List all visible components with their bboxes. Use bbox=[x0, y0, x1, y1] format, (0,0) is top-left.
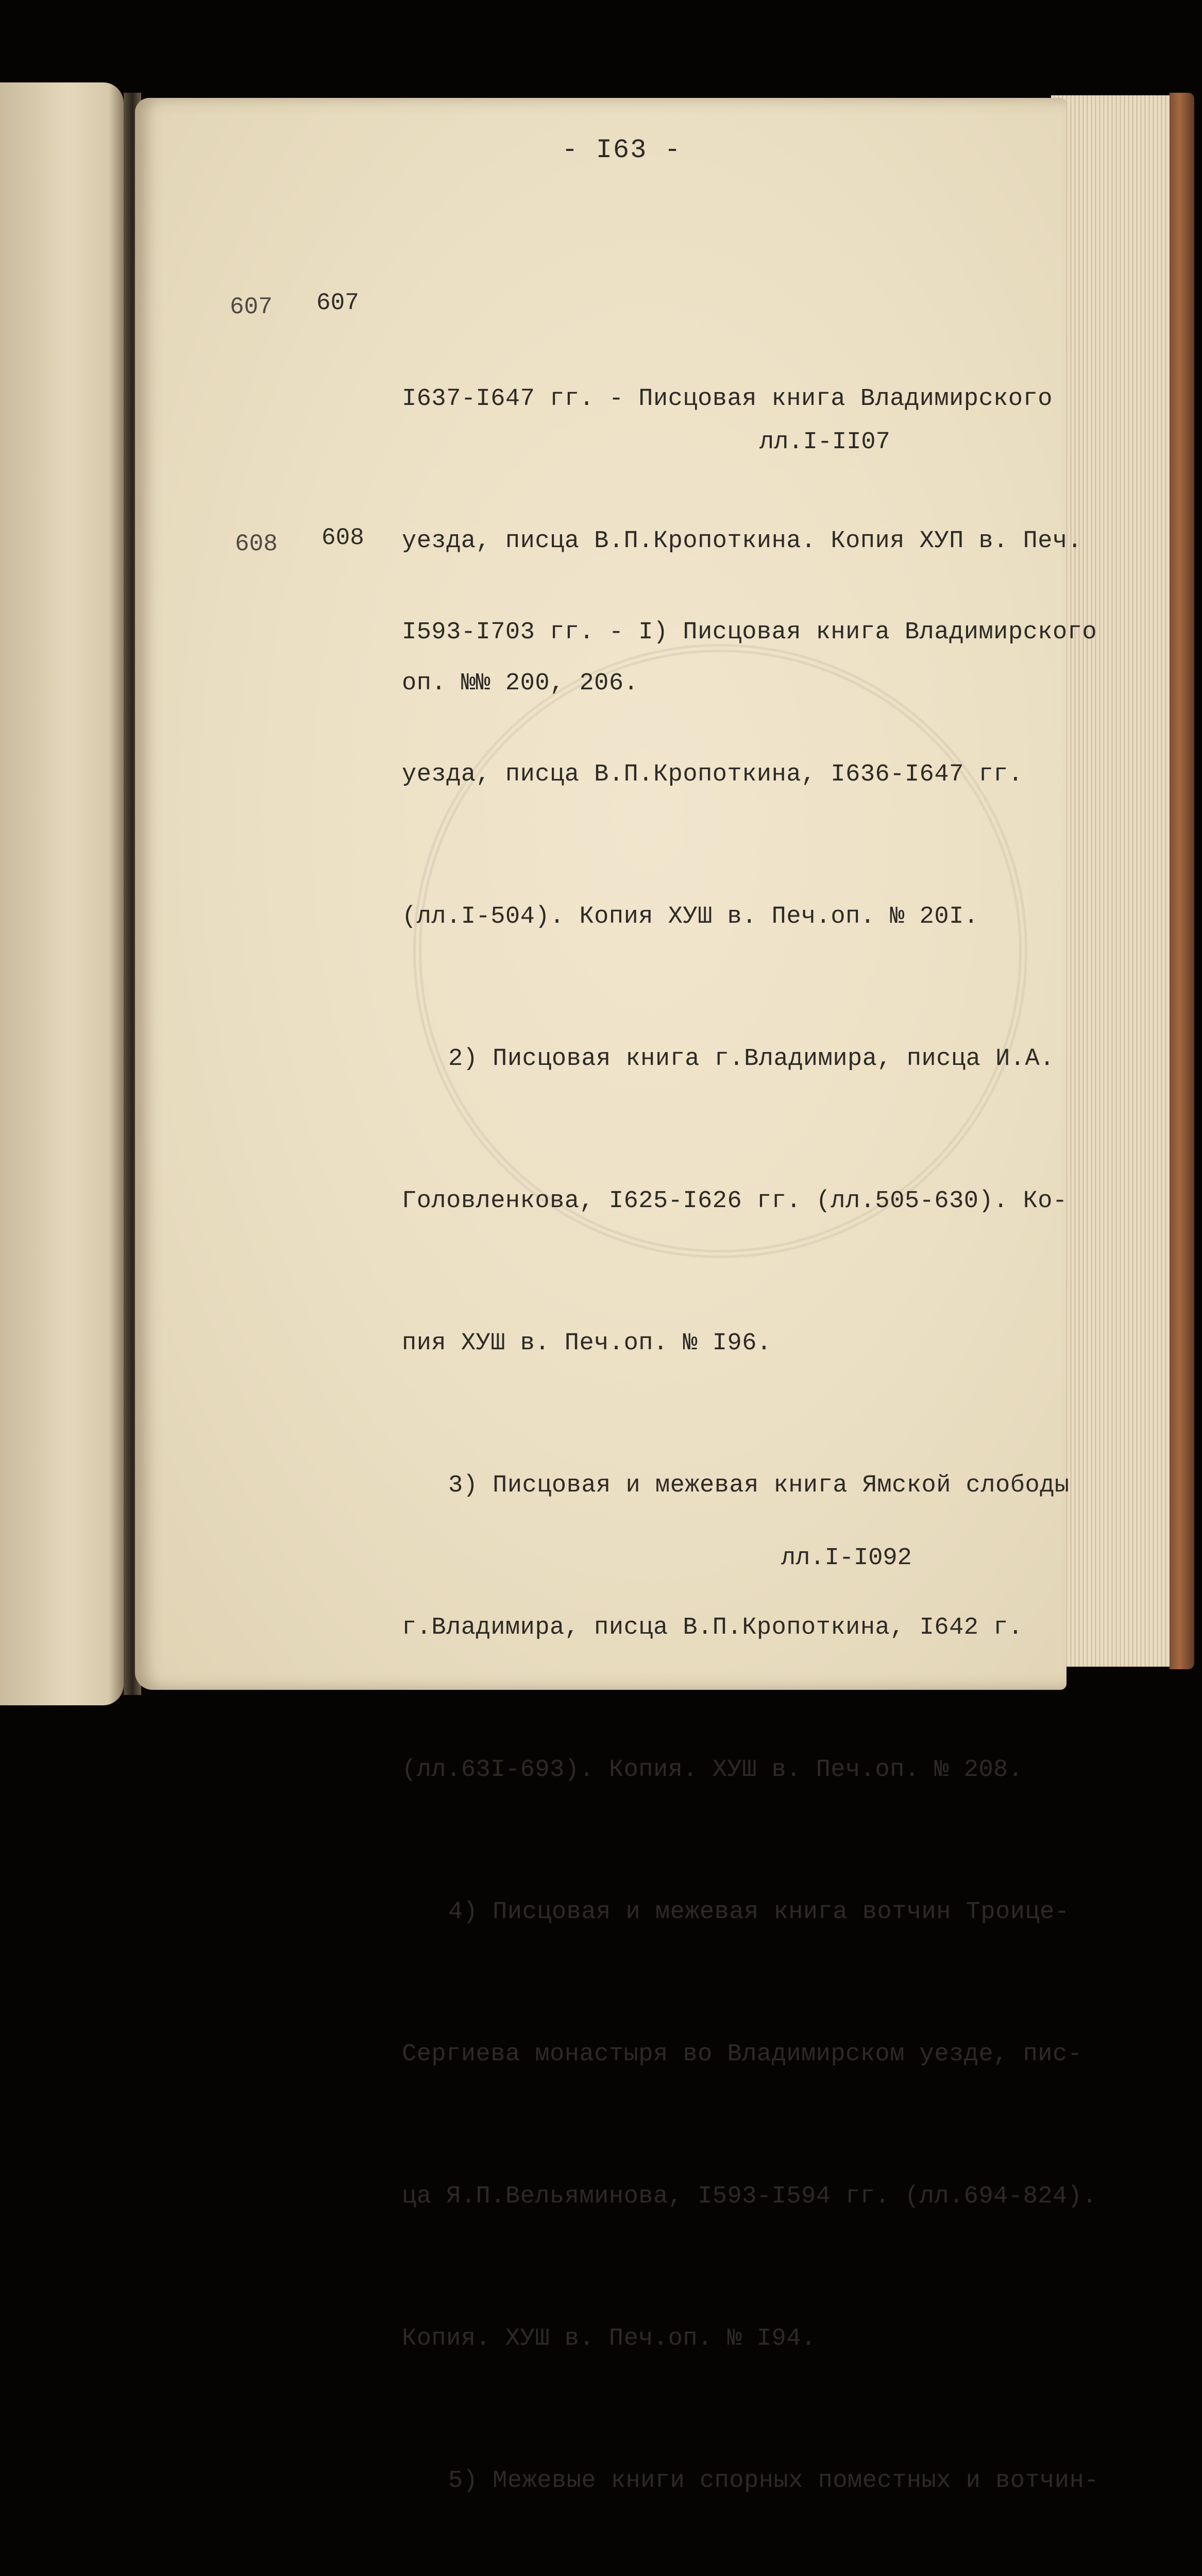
text-line: I637-I647 гг. - Писцовая книга Владимирского bbox=[402, 385, 1053, 413]
text-line: уезда, писца В.П.Кропоткина, I636-I647 гг. bbox=[402, 761, 1023, 788]
entry-number: 607 bbox=[316, 290, 359, 316]
text-line: I593-I703 гг. - I) Писцовая книга Владимирского bbox=[402, 619, 1097, 646]
text-line: пия ХУШ в. Печ.оп. № I96. bbox=[402, 1330, 772, 1357]
text-line: Головленкова, I625-I626 гг. (лл.505-630). Ко- bbox=[402, 1188, 1068, 1215]
text-line: 3) Писцовая и межевая книга Ямской слободы bbox=[448, 1472, 1070, 1499]
text-line: 2) Писцовая книга г.Владимира, писца И.А. bbox=[448, 1045, 1055, 1073]
text-line: 5) Межевые книги спорных поместных и вотчин- bbox=[448, 2467, 1099, 2495]
text-line: Копия. ХУШ в. Печ.оп. № I94. bbox=[402, 2325, 816, 2352]
text-line: оп. №№ 200, 206. bbox=[402, 670, 639, 697]
text-line: Сергиева монастыря во Владимирском уезде, пис- bbox=[402, 2041, 1082, 2068]
entry-number: 608 bbox=[321, 524, 364, 551]
text-line: уезда, писца В.П.Кропоткина. Копия ХУП в. Печ. bbox=[402, 528, 1082, 555]
sheet-reference: лл.I-I092 bbox=[781, 1545, 912, 1572]
book-cover-edge bbox=[1170, 93, 1194, 1669]
entry-text bbox=[402, 514, 1099, 2576]
page-number: - I63 - bbox=[562, 135, 682, 165]
text-line: г.Владимира, писца В.П.Кропоткина, I642 г. bbox=[402, 1614, 1023, 1641]
sheet-reference: лл.I-II07 bbox=[759, 429, 890, 456]
text-line: (лл.I-504). Копия ХУШ в. Печ.оп. № 20I. bbox=[402, 903, 979, 930]
margin-number: 607 bbox=[230, 294, 273, 320]
text-line: (лл.63I-693). Копия. ХУШ в. Печ.оп. № 208. bbox=[402, 1756, 1023, 1784]
text-line: 4) Писцовая и межевая книга вотчин Троице- bbox=[448, 1899, 1070, 1926]
previous-page bbox=[0, 82, 124, 1705]
text-line: ца Я.П.Вельяминова, I593-I594 гг. (лл.694-824). bbox=[402, 2183, 1097, 2210]
margin-number: 608 bbox=[235, 531, 278, 557]
